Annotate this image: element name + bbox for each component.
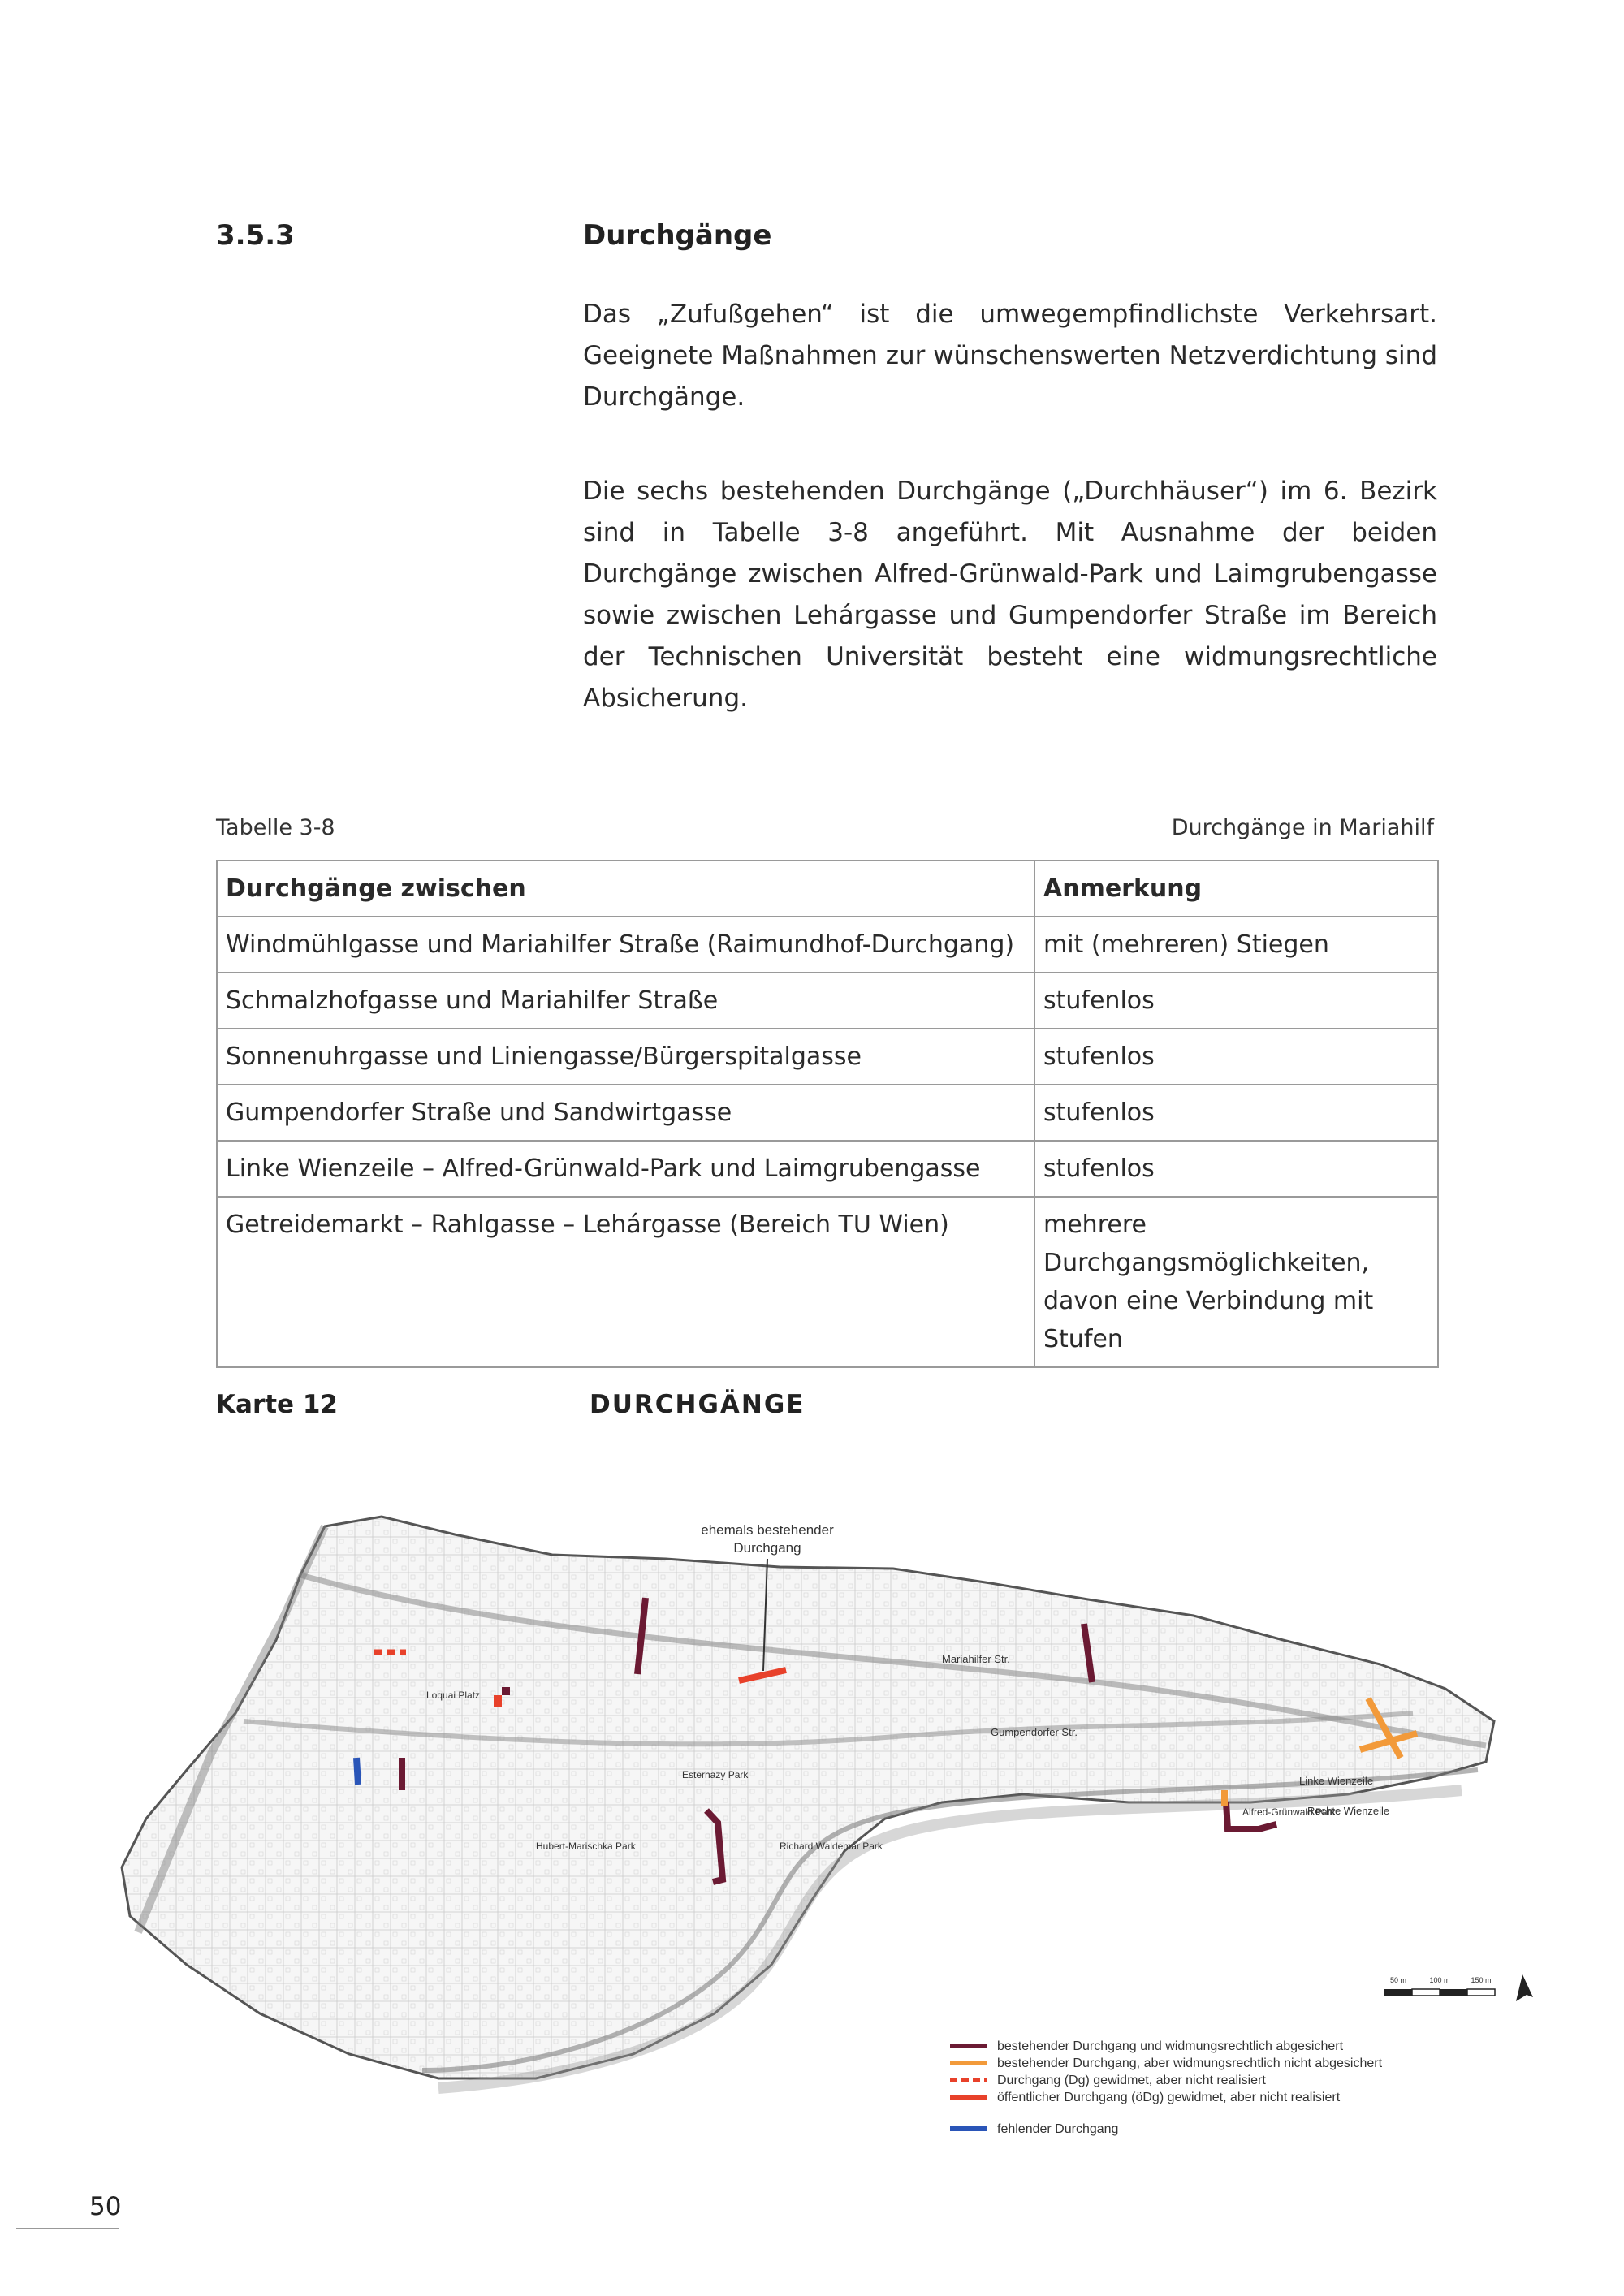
street-label: Loquai Platz: [426, 1690, 481, 1701]
legend-item: bestehender Durchgang und widmungsrechtlich abgesichert: [997, 2039, 1344, 2053]
table-cell: stufenlos: [1034, 1085, 1438, 1141]
table-cell: mit (mehreren) Stiegen: [1034, 917, 1438, 973]
scale-label: 100 m: [1429, 1976, 1450, 1984]
table-cell: mehrere Durchgangsmöglichkeiten, davon eine Verbindung mit Stufen: [1034, 1197, 1438, 1367]
passage-odg-dedicated-2: [494, 1695, 502, 1707]
table-header-row: [217, 861, 1438, 917]
table-cell: Sonnenuhrgasse und Liniengasse/Bürgerspitalgasse: [217, 1029, 1034, 1085]
table-cell: stufenlos: [1034, 1141, 1438, 1197]
section-number: 3.5.3: [216, 219, 295, 252]
table-header-cell: Durchgänge zwischen: [217, 861, 1034, 917]
table-cell: Schmalzhofgasse und Mariahilfer Straße: [217, 973, 1034, 1029]
page-number-rule: [16, 2228, 119, 2229]
paragraph-1: Das „Zufußgehen“ ist die umwegempfindlichste Verkehrsart. Geeignete Maßnahmen zur wünschenswerten Netzverdichtung sind Durchgänge.: [583, 300, 1437, 412]
table-caption-number: Tabelle 3-8: [216, 815, 335, 840]
table-cell: Gumpendorfer Straße und Sandwirtgasse: [217, 1085, 1034, 1141]
legend-item: Durchgang (Dg) gewidmet, aber nicht realisiert: [997, 2074, 1266, 2087]
table-row: [217, 917, 1438, 973]
legend-item: bestehender Durchgang, aber widmungsrechtlich nicht abgesichert: [997, 2056, 1383, 2070]
scale-bar: [1384, 1976, 1495, 1996]
street-label: Alfred-Grünwald Park: [1242, 1806, 1336, 1818]
table-row: [217, 1141, 1438, 1197]
street-label: Rechte Wienzeile: [1307, 1805, 1390, 1817]
scale-label: 50 m: [1389, 1976, 1407, 1984]
map-title: DURCHGÄNGE: [590, 1390, 806, 1419]
scale-label: 150 m: [1471, 1976, 1492, 1984]
annotation-line-2: Durchgang: [733, 1540, 801, 1556]
legend-item: fehlender Durchgang: [997, 2122, 1119, 2136]
north-arrow-icon: [1516, 1974, 1533, 2001]
table-cell: Getreidemarkt – Rahlgasse – Lehárgasse (Bereich TU Wien): [217, 1197, 1034, 1367]
street-label: Mariahilfer Str.: [942, 1653, 1010, 1665]
table-cell: stufenlos: [1034, 973, 1438, 1029]
street-label: Linke Wienzeile: [1299, 1775, 1374, 1787]
passage-existing-6: [502, 1687, 510, 1695]
table-row: [217, 973, 1438, 1029]
legend-item: öffentlicher Durchgang (öDg) gewidmet, aber nicht realisiert: [997, 2091, 1341, 2104]
paragraph-2: Die sechs bestehenden Durchgänge („Durchhäuser“) im 6. Bezirk sind in Tabelle 3-8 angeführt. Mit Ausnahme der beiden Durchgänge zwischen Alfred-Grünwald-Park und Laimgrubengasse sowie zwischen Lehárgasse und Gumpendorfer Straße im Bereich der Technischen Universität besteht eine widmungsrechtliche Absicherung.: [583, 477, 1437, 713]
street-label: Esterhazy Park: [682, 1769, 749, 1780]
table-row: [217, 1029, 1438, 1085]
district-map: [114, 1510, 1543, 2184]
table-cell: stufenlos: [1034, 1029, 1438, 1085]
table-header-cell: Anmerkung: [1034, 861, 1438, 917]
page-number: 50: [89, 2192, 122, 2221]
street-label: Hubert-Marischka Park: [536, 1841, 636, 1852]
section-title: Durchgänge: [583, 219, 772, 252]
passage-missing: [356, 1758, 358, 1785]
table-caption-title: Durchgänge in Mariahilf: [1171, 815, 1434, 840]
passages-table: [216, 860, 1439, 1368]
table-row: [217, 1197, 1438, 1367]
street-label: Richard Waldemar Park: [780, 1841, 883, 1852]
map-label: Karte 12: [216, 1390, 339, 1419]
table-row: [217, 1085, 1438, 1141]
annotation-line-1: ehemals bestehender: [701, 1522, 834, 1538]
map-legend: [950, 2039, 1383, 2136]
table-cell: Windmühlgasse und Mariahilfer Straße (Raimundhof-Durchgang): [217, 917, 1034, 973]
street-label: Gumpendorfer Str.: [991, 1726, 1078, 1738]
table-cell: Linke Wienzeile – Alfred-Grünwald-Park und Laimgrubengasse: [217, 1141, 1034, 1197]
